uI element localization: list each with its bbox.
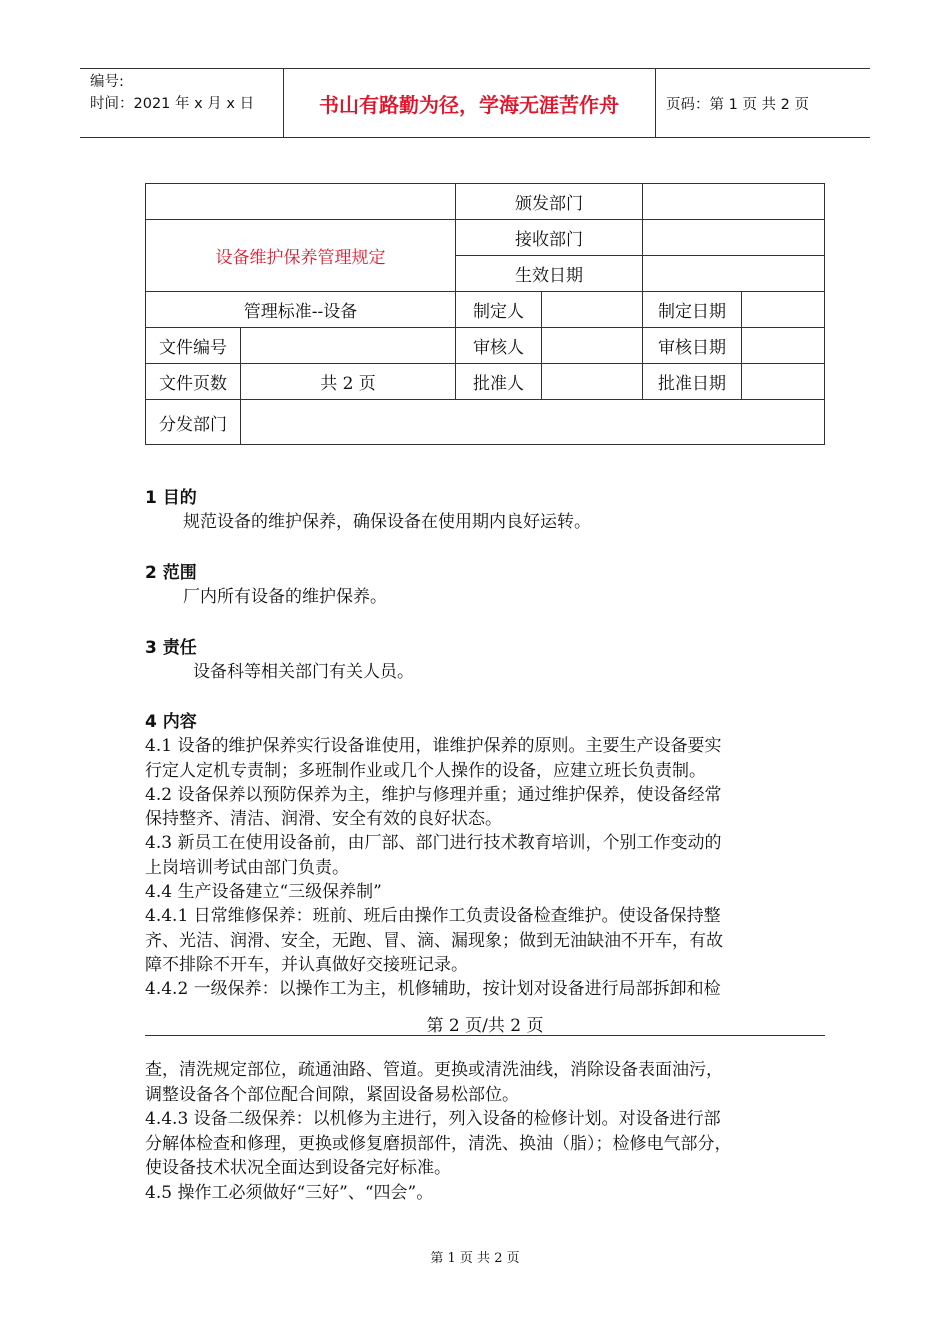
blank-cell — [146, 184, 456, 220]
effective-date-value — [643, 256, 825, 292]
content-line: 保持整齐、清洁、润滑、安全有效的良好状态。 — [145, 809, 502, 830]
receive-dept-value — [643, 220, 825, 256]
distribution-value — [241, 400, 825, 445]
approver-value — [542, 364, 643, 400]
issue-dept-label: 颁发部门 — [456, 184, 643, 220]
category-label: 管理标准--设备 — [146, 292, 456, 328]
header-left — [90, 71, 254, 115]
inner-page-mark: 第 2 页/共 2 页 — [426, 1016, 544, 1036]
draft-date-label: 制定日期 — [643, 292, 742, 328]
approve-date-value — [742, 364, 825, 400]
motto: 书山有路勤为径，学海无涯苦作舟 — [319, 92, 619, 117]
content-line: 4.3 新员工在使用设备前，由厂部、部门进行技术教育培训，个别工作变动的 — [145, 833, 722, 854]
review-date-label: 审核日期 — [643, 328, 742, 364]
reviewer-value — [542, 328, 643, 364]
time-line: 时间：2021 年 x 月 x 日 — [90, 96, 255, 112]
content-line: 齐、光洁、润滑、安全，无跑、冒、滴、漏现象；做到无油缺油不开车，有故 — [145, 930, 723, 951]
content-section — [145, 710, 825, 1002]
approve-date-label: 批准日期 — [643, 364, 742, 400]
number-label: 编号: — [90, 74, 124, 90]
purpose-section — [145, 486, 825, 534]
section-heading: 4 内容 — [145, 712, 197, 732]
pages-value: 共 2 页 — [241, 364, 456, 400]
section-heading: 1 目的 — [145, 488, 197, 508]
document-control-table — [145, 183, 825, 445]
content-line: 4.4 生产设备建立“三级保养制” — [145, 882, 382, 903]
section-text: 设备科等相关部门有关人员。 — [193, 662, 414, 682]
draft-date-value — [742, 292, 825, 328]
page-footer: 第 1 页 共 2 页 — [430, 1251, 520, 1266]
content-line: 4.4.1 日常维修保养：班前、班后由操作工负责设备检查维护。使设备保持整 — [145, 906, 721, 927]
document-title: 设备维护保养管理规定 — [146, 220, 456, 292]
page-separator — [145, 1035, 825, 1036]
content-line: 4.1 设备的维护保养实行设备谁使用，谁维护保养的原则。主要生产设备要实 — [145, 736, 722, 757]
doc-no-value — [241, 328, 456, 364]
section-heading: 2 范围 — [145, 563, 197, 583]
content-line: 分解体检查和修理，更换或修复磨损部件，清洗、换油（脂）；检修电气部分， — [145, 1133, 732, 1154]
content-line: 上岗培训考试由部门负责。 — [145, 857, 349, 878]
drafter-label: 制定人 — [456, 292, 542, 328]
section-text: 厂内所有设备的维护保养。 — [183, 587, 387, 607]
issue-dept-value — [643, 184, 825, 220]
content-line: 4.2 设备保养以预防保养为主，维护与修理并重；通过维护保养，使设备经常 — [145, 784, 722, 805]
pages-label: 文件页数 — [146, 364, 241, 400]
content-line: 行定人定机专责制；多班制作业或几个人操作的设备，应建立班长负责制。 — [145, 760, 706, 781]
content-line: 4.5 操作工必须做好“三好”、“四会”。 — [145, 1182, 434, 1203]
content-line: 使设备技术状况全面达到设备完好标准。 — [145, 1158, 451, 1178]
content-line: 4.4.2 一级保养：以操作工为主，机修辅助，按计划对设备进行局部拆卸和检 — [145, 979, 721, 1000]
page-info: 页码：第 1 页 共 2 页 — [666, 97, 809, 113]
content-line: 查，清洗规定部位，疏通油路、管道。更换或清洗油线，消除设备表面油污， — [145, 1060, 723, 1080]
drafter-value — [542, 292, 643, 328]
doc-no-label: 文件编号 — [146, 328, 241, 364]
responsibility-section — [145, 636, 825, 684]
content-continued — [145, 1058, 825, 1205]
header-divider — [655, 69, 656, 137]
receive-dept-label: 接收部门 — [456, 220, 643, 256]
section-heading: 3 责任 — [145, 638, 197, 658]
content-line: 障不排除不开车，并认真做好交接班记录。 — [145, 954, 468, 975]
section-text: 规范设备的维护保养，确保设备在使用期内良好运转。 — [183, 512, 591, 532]
scope-section — [145, 561, 825, 609]
distribution-label: 分发部门 — [146, 400, 241, 445]
page-header — [80, 68, 870, 138]
approver-label: 批准人 — [456, 364, 542, 400]
effective-date-label: 生效日期 — [456, 256, 643, 292]
reviewer-label: 审核人 — [456, 328, 542, 364]
content-line: 调整设备各个部位配合间隙，紧固设备易松部位。 — [145, 1084, 519, 1105]
review-date-value — [742, 328, 825, 364]
content-line: 4.4.3 设备二级保养：以机修为主进行，列入设备的检修计划。对设备进行部 — [145, 1109, 721, 1129]
